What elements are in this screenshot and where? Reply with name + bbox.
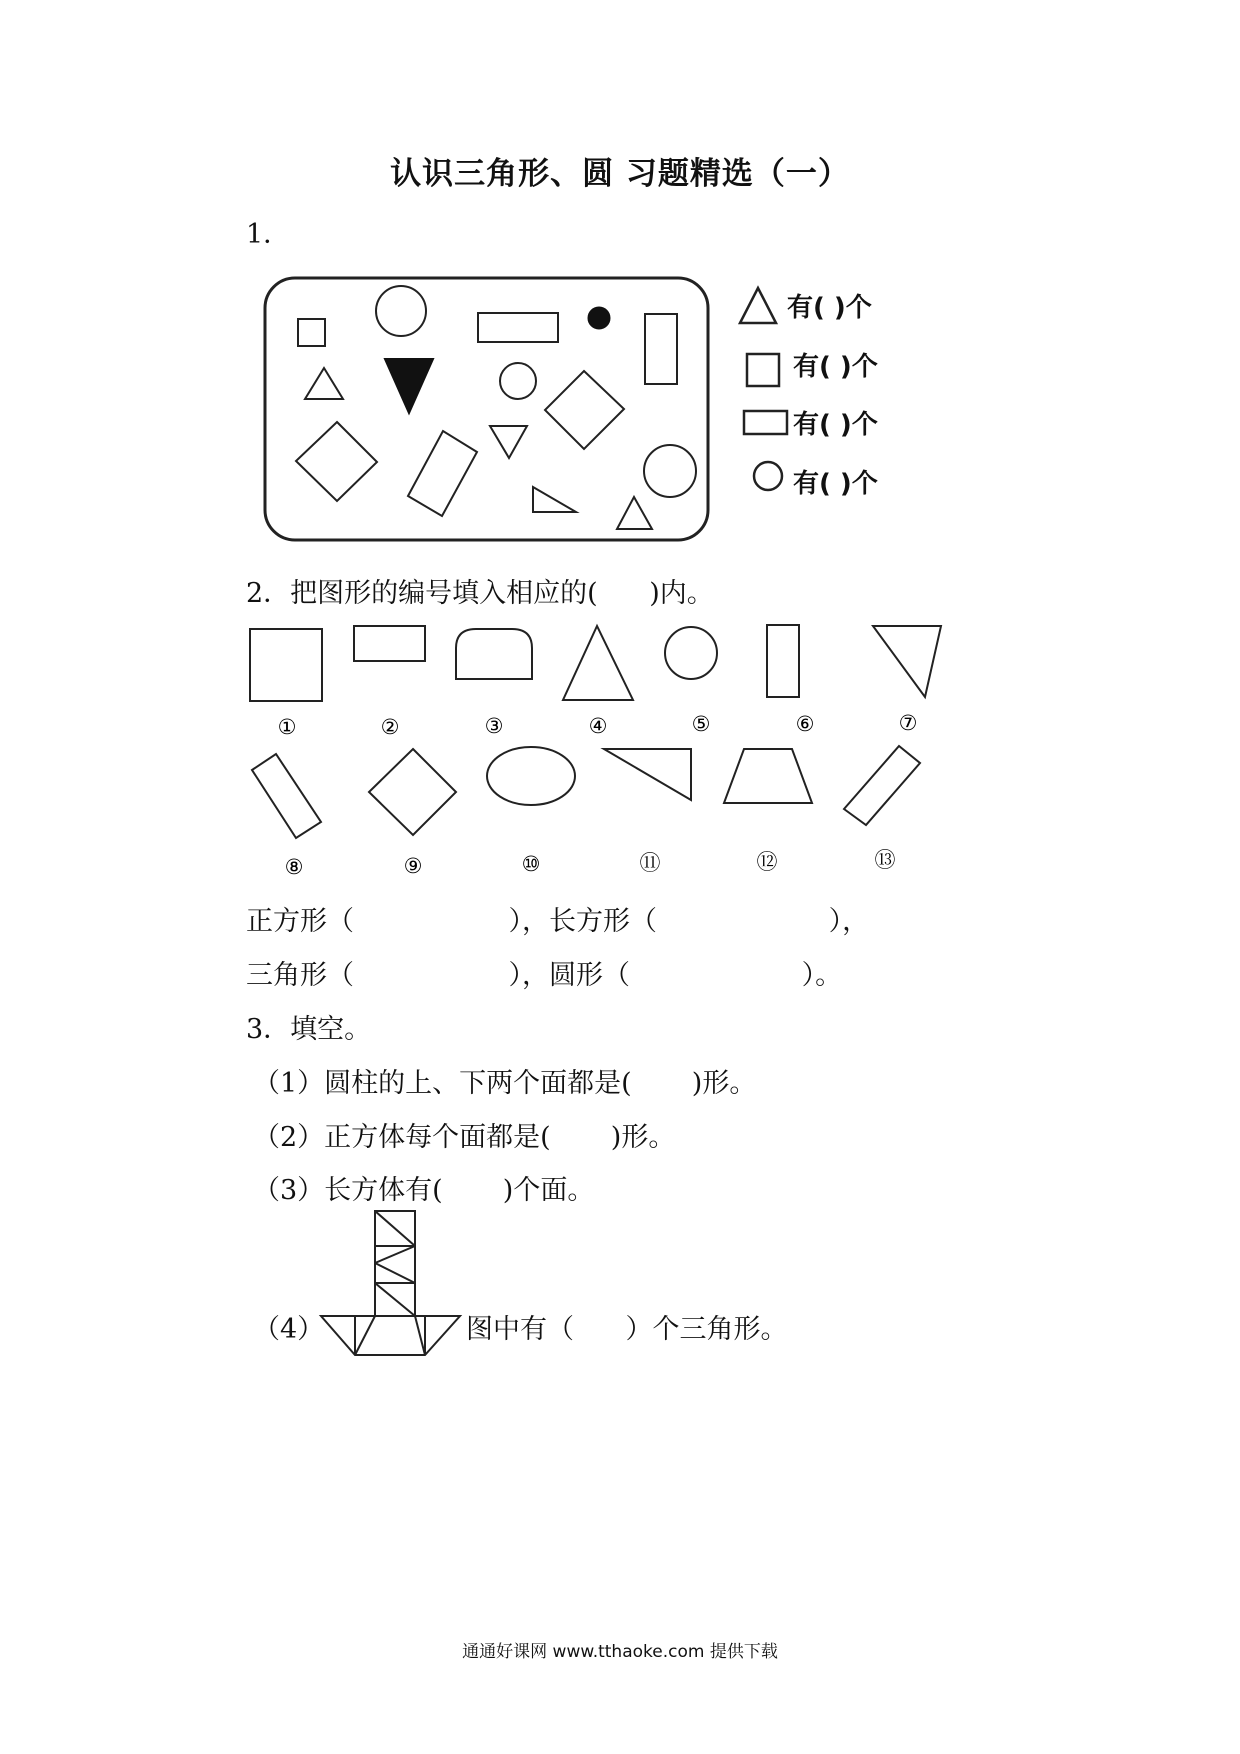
shape-label-2: ② [380, 715, 400, 739]
question-2-answer-line-1: 正方形（ ），长方形（ ）， [246, 906, 870, 937]
question-3-header: 3．填空。 [246, 1014, 372, 1045]
question-3-item-4-text: 图中有（ ）个三角形。 [466, 1314, 788, 1345]
legend-square-count: 有( )个 [793, 352, 878, 382]
shape-label-3: ③ [484, 714, 504, 738]
legend-triangle-count: 有( )个 [787, 293, 872, 323]
shape-label-7: ⑦ [898, 711, 918, 735]
shape-label-12: ⑫ [756, 850, 778, 874]
question-2-prompt: 2．把图形的编号填入相应的( )内。 [246, 578, 714, 609]
shape-label-11: ⑪ [639, 851, 661, 875]
shape-label-4: ④ [588, 714, 608, 738]
question-2-answer-line-2: 三角形（ ），圆形（ ）。 [246, 960, 843, 991]
question-3-item-3: （3）长方体有( )个面。 [253, 1175, 595, 1206]
shape-label-13: ⑬ [874, 848, 896, 872]
question-3-item-4-prefix: （4） [253, 1314, 325, 1345]
question-3-item-2: （2）正方体每个面都是( )形。 [253, 1122, 676, 1153]
question-1-number: 1． [246, 219, 291, 250]
question-3-item-1: （1）圆柱的上、下两个面都是( )形。 [253, 1068, 757, 1099]
shape-label-8: ⑧ [284, 855, 304, 879]
shape-label-6: ⑥ [795, 712, 815, 736]
shape-label-9: ⑨ [403, 854, 423, 878]
legend-rectangle-count: 有( )个 [793, 410, 878, 440]
page-title: 认识三角形、圆 习题精选（一） [390, 156, 850, 192]
shape-label-1: ① [277, 715, 297, 739]
shape-label-5: ⑤ [691, 712, 711, 736]
footer-credit: 通通好课网 www.tthaoke.com 提供下载 [462, 1642, 778, 1662]
shape-label-10: ⑩ [521, 852, 541, 876]
legend-circle-count: 有( )个 [793, 469, 878, 499]
